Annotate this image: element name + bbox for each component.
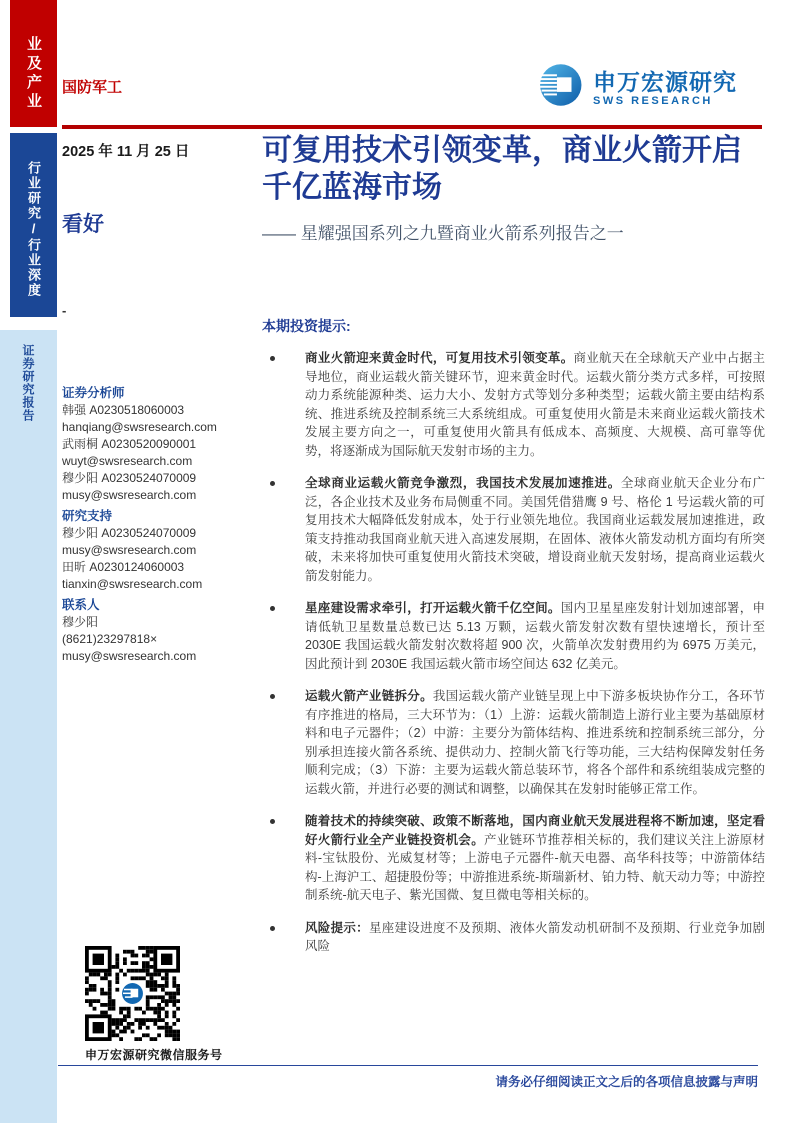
bullet-dot-icon (270, 356, 275, 361)
bullet-body: 国内卫星星座发射计划加速部署，申请低轨卫星数量总数已达 5.13 万颗，运载火箭发射次数有望快速增长，预计至 2030E 我国运载火箭发射次数将超 900 次，火箭单次发射费用约为 6975 万美元，因此预计到 2030E 我国运载火箭市场空间达 632 亿美元。 (305, 601, 765, 671)
analyst-name-license: 武雨桐 A0230520090001 (62, 437, 197, 451)
sws-logo (537, 62, 737, 113)
tips-bullet (262, 812, 765, 905)
rail-industry-label: 业及产业 (25, 36, 42, 112)
report-title: 可复用技术引领变革，商业火箭开启千亿蓝海市场 (262, 134, 742, 204)
rail-research-type-tab (10, 133, 57, 317)
sws-globe-icon (537, 62, 583, 113)
logo-text-en: SWS RESEARCH (593, 94, 713, 107)
rail-research-type-label: 行业研究/行业深度 (26, 161, 41, 298)
bullet-dot-icon (270, 819, 275, 824)
bullet-lead: 风险提示： (305, 920, 369, 935)
industry-rating: 看好 (62, 213, 104, 236)
analyst-section-heading: 证券分析师 (62, 386, 125, 400)
wechat-qr-block (85, 946, 285, 1063)
bullet-lead: 商业火箭迎来黄金时代，可复用技术引领变革。 (305, 351, 574, 365)
rail-industry-tab (10, 0, 57, 127)
footer-divider (58, 1065, 758, 1066)
report-date: 2025 年 11 月 25 日 (62, 144, 190, 160)
tips-bullet-list (262, 349, 765, 956)
bullet-body: 商业航天在全球航天产业中占据主导地位，商业运载火箭关键环节，迎来黄金时代。运载火箭分类方式多样，可按照动力系统能源种类、运力大小、发射方式等划分多种类型；运载火箭主要由结构系统、推进系统及控制系统三大系统组成。可重复使用火箭是未来商业运载火箭技术发展主要方向之一，可重复使用火箭具有低成本、高频度、大规模、高可靠等优势，将逐渐成为国际航天发射市场的主力。 (305, 351, 765, 458)
qr-caption: 申万宏源研究微信服务号 (85, 1048, 223, 1062)
footer-disclaimer: 请务必仔细阅读正文之后的各项信息披露与声明 (495, 1075, 758, 1089)
bullet-lead: 星座建设需求牵引，打开运载火箭千亿空间。 (305, 601, 561, 615)
bullet-body: 星座建设进度不及预期、液体火箭发动机研制不及预期、行业竞争加剧风险 (305, 920, 765, 953)
analyst-name-license: 穆少阳 A0230524070009 (62, 471, 197, 485)
bullet-dot-icon (270, 926, 275, 931)
qr-code (85, 946, 285, 1041)
analyst-email: hanqiang@swsresearch.com (62, 420, 217, 434)
bullet-body: 全球商业航天企业分布广泛，各企业技术及业务布局侧重不同。美国凭借猎鹰 9 号、格伦 1 号运载火箭的可复用技术大幅降低发射成本，处于行业领先地位。我国商业运载发展加速推进，政策支持推动我国商业航天进入高速发展期，在固体、液体火箭发动机方面均有所突破，未来将加快可重复使用火箭技术突破，增设商业航天发射场，提高商业运载火箭发射能力。 (305, 476, 765, 583)
bullet-dot-icon (270, 694, 275, 699)
contact-email: musy@swsresearch.com (62, 649, 197, 663)
report-subtitle: —— 星耀强国系列之九暨商业火箭系列报告之一 (262, 224, 624, 243)
analyst-section-heading: 研究支持 (62, 509, 113, 523)
bullet-body: 产业链环节推荐相关标的，我们建议关注上游原材料-宝钛股份、光威复材等；上游电子元器件-航天电器、高华科技等；中游箭体结构-上海沪工、超捷股份等；中游推进系统-斯瑞新材、铂力特、航天动力等；中游控制系统-航天电子、紫光国微、复旦微电等相关标的。 (305, 832, 765, 902)
risk-warning-bullet (262, 919, 765, 956)
bullet-lead: 运载火箭产业链拆分。 (305, 689, 433, 703)
stray-dash: - (62, 303, 67, 318)
industry-name: 国防军工 (62, 79, 123, 96)
analyst-name-license: 田昕 A0230124060003 (62, 560, 185, 574)
bullet-body: 我国运载火箭产业链呈现上中下游多板块协作分工，各环节有序推进的格局，三大环节为：（1）上游：运载火箭制造上游行业主要为基础原材料和电子元器件；（2）中游：主要分为箭体结构、推进系统和控制系统三部分，分别承担连接火箭各系统、提供动力、控制火箭飞行等功能，三大结构保障发射任务顺利完成；（3）下游：主要为运载火箭总装环节，将各个部件和系统组装成完整的运载火箭，并进行必要的测试和调整，以确保其在发射时能够正常工作。 (305, 689, 765, 796)
logo-text-cn: 申万宏源研究 (593, 68, 737, 95)
analyst-email: tianxin@swsresearch.com (62, 577, 203, 591)
analyst-section-heading: 联系人 (62, 598, 100, 612)
analyst-email: musy@swsresearch.com (62, 488, 197, 502)
analyst-email: musy@swsresearch.com (62, 543, 197, 557)
bullet-dot-icon (270, 481, 275, 486)
bullet-lead: 随着技术的持续突破、政策不断落地，国内商业航天发展进程将不断加速，坚定看好火箭行业全产业链投资机会。 (305, 814, 765, 847)
tips-bullet (262, 599, 765, 673)
tips-bullet (262, 349, 765, 460)
contact-phone: (8621)23297818× (62, 632, 158, 646)
header-red-rule (62, 125, 762, 129)
analyst-email: wuyt@swsresearch.com (62, 454, 193, 468)
rail-report-type-strip (0, 330, 57, 1123)
tips-bullet (262, 474, 765, 585)
rail-report-type-label: 证券研究报告 (21, 344, 35, 422)
tips-heading: 本期投资提示: (262, 318, 351, 334)
bullet-dot-icon (270, 606, 275, 611)
analyst-panel (62, 381, 258, 665)
contact-name: 穆少阳 (62, 615, 99, 629)
analyst-name-license: 韩强 A0230518060003 (62, 403, 185, 417)
bullet-lead: 全球商业运载火箭竞争激烈，我国技术发展加速推进。 (305, 476, 621, 490)
investment-tips-section (262, 316, 765, 970)
tips-bullet (262, 687, 765, 798)
analyst-name-license: 穆少阳 A0230524070009 (62, 526, 197, 540)
